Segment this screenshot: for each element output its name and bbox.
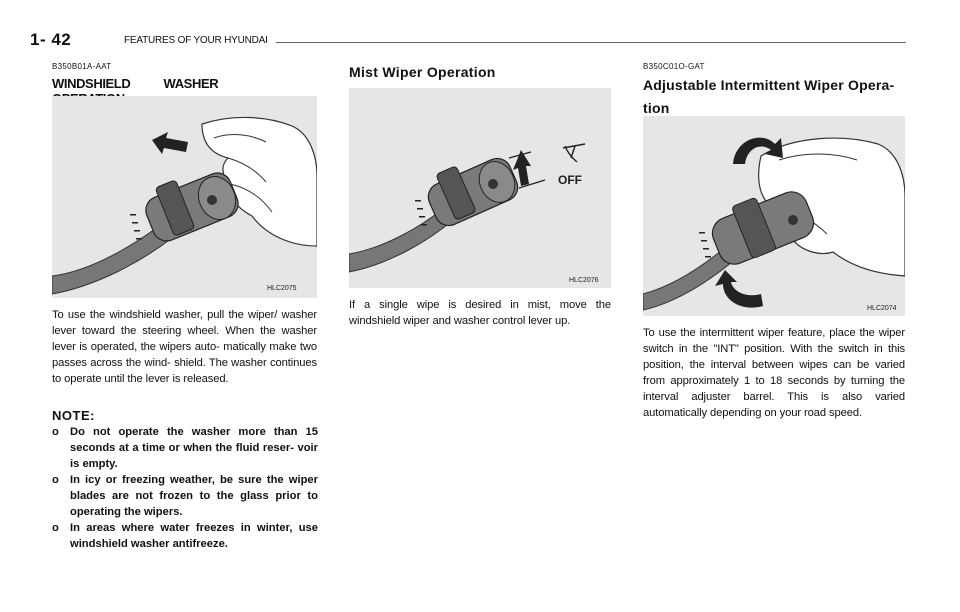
- note-text: In icy or freezing weather, be sure the wiper blades are not frozen to the glass prior to operating the wipers.: [70, 474, 318, 518]
- washer-figure: [52, 96, 317, 298]
- note-list: [52, 424, 318, 552]
- intermittent-figure: [643, 116, 905, 316]
- figure-code: HLC2074: [867, 305, 897, 312]
- note-item: [52, 520, 318, 552]
- header-rule: [276, 42, 906, 43]
- note-bullet: o: [52, 474, 59, 486]
- figure-code: HLC2075: [267, 285, 297, 292]
- note-bullet: o: [52, 522, 59, 534]
- mist-figure: [349, 88, 611, 288]
- note-item: [52, 472, 318, 520]
- note-item: [52, 424, 318, 472]
- mist-illustration: [349, 88, 611, 288]
- section-code: B350B01A-AAT: [52, 62, 112, 71]
- intermittent-paragraph: To use the intermittent wiper feature, place the wiper switch in the "INT" position. With the switch in this position, the interval between wipes can be varied from approximately 1 to 18 seconds by turning the interval adjuster barrel. This is also varied automatically depending on your road speed.: [643, 327, 905, 419]
- note-bullet: o: [52, 426, 59, 438]
- note-title: NOTE:: [52, 408, 95, 423]
- intermittent-heading: Adjustable Intermittent Wiper Opera- tion: [643, 77, 895, 116]
- intermittent-illustration: [643, 116, 905, 316]
- note-text: Do not operate the washer more than 15 seconds at a time or when the fluid reser- voir is empty.: [70, 426, 318, 470]
- washer-illustration: [52, 96, 317, 298]
- mist-heading: Mist Wiper Operation: [349, 64, 496, 80]
- section-code: B350C01O-GAT: [643, 62, 705, 71]
- section-heading: WINDSHIELD WASHER: [52, 76, 219, 91]
- page-number: 1- 42: [30, 30, 72, 49]
- section-title: FEATURES OF YOUR HYUNDAI: [124, 35, 268, 46]
- note-text: In areas where water freezes in winter, use windshield washer antifreeze.: [70, 522, 318, 550]
- off-label: OFF: [558, 173, 582, 187]
- figure-code: HLC2076: [569, 277, 599, 284]
- mist-paragraph: If a single wipe is desired in mist, move the windshield wiper and washer control lever up.: [349, 299, 611, 327]
- washer-paragraph: To use the windshield washer, pull the wiper/ washer lever toward the steering wheel. When the washer lever is operated, the wipers auto- matically make two passes across the wind- shield. The washer continues to operate until the lever is released.: [52, 309, 317, 385]
